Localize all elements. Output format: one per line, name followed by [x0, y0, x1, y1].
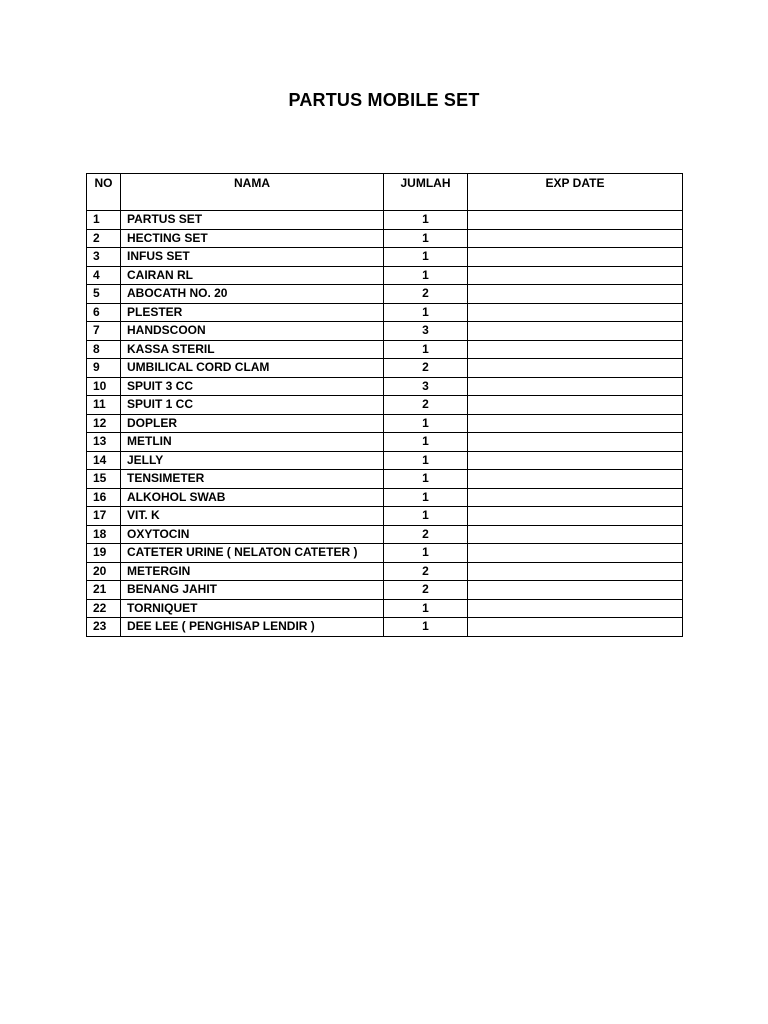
- cell-no: 10: [87, 377, 121, 396]
- cell-nama: ALKOHOL SWAB: [121, 488, 384, 507]
- cell-jumlah: 2: [384, 581, 468, 600]
- cell-jumlah: 2: [384, 562, 468, 581]
- cell-exp-date: [468, 285, 683, 304]
- cell-jumlah: 1: [384, 229, 468, 248]
- cell-jumlah: 1: [384, 544, 468, 563]
- cell-no: 2: [87, 229, 121, 248]
- cell-nama: ABOCATH NO. 20: [121, 285, 384, 304]
- cell-nama: TORNIQUET: [121, 599, 384, 618]
- cell-jumlah: 3: [384, 322, 468, 341]
- cell-jumlah: 1: [384, 507, 468, 526]
- cell-exp-date: [468, 470, 683, 489]
- table-row: [87, 285, 683, 304]
- cell-no: 23: [87, 618, 121, 637]
- cell-exp-date: [468, 507, 683, 526]
- cell-no: 11: [87, 396, 121, 415]
- table-row: [87, 211, 683, 230]
- cell-no: 15: [87, 470, 121, 489]
- cell-nama: TENSIMETER: [121, 470, 384, 489]
- cell-no: 7: [87, 322, 121, 341]
- cell-jumlah: 2: [384, 359, 468, 378]
- cell-nama: VIT. K: [121, 507, 384, 526]
- cell-jumlah: 1: [384, 470, 468, 489]
- table-row: [87, 488, 683, 507]
- cell-nama: BENANG JAHIT: [121, 581, 384, 600]
- cell-jumlah: 1: [384, 488, 468, 507]
- cell-no: 6: [87, 303, 121, 322]
- header-exp-date: EXP DATE: [468, 174, 683, 211]
- cell-exp-date: [468, 433, 683, 452]
- cell-no: 12: [87, 414, 121, 433]
- cell-no: 17: [87, 507, 121, 526]
- cell-exp-date: [468, 414, 683, 433]
- cell-exp-date: [468, 488, 683, 507]
- table-row: [87, 340, 683, 359]
- table-row: [87, 507, 683, 526]
- cell-jumlah: 1: [384, 618, 468, 637]
- cell-exp-date: [468, 599, 683, 618]
- cell-nama: SPUIT 1 CC: [121, 396, 384, 415]
- cell-exp-date: [468, 266, 683, 285]
- cell-nama: KASSA STERIL: [121, 340, 384, 359]
- cell-nama: SPUIT 3 CC: [121, 377, 384, 396]
- cell-no: 13: [87, 433, 121, 452]
- cell-exp-date: [468, 562, 683, 581]
- table-row: [87, 359, 683, 378]
- cell-nama: JELLY: [121, 451, 384, 470]
- cell-nama: PLESTER: [121, 303, 384, 322]
- page-title: PARTUS MOBILE SET: [288, 90, 480, 110]
- table-row: [87, 525, 683, 544]
- cell-exp-date: [468, 618, 683, 637]
- header-nama: NAMA: [121, 174, 384, 211]
- cell-nama: UMBILICAL CORD CLAM: [121, 359, 384, 378]
- cell-jumlah: 1: [384, 340, 468, 359]
- cell-exp-date: [468, 303, 683, 322]
- cell-nama: DEE LEE ( PENGHISAP LENDIR ): [121, 618, 384, 637]
- cell-nama: METERGIN: [121, 562, 384, 581]
- cell-jumlah: 2: [384, 396, 468, 415]
- cell-exp-date: [468, 377, 683, 396]
- table-header-row: [87, 174, 683, 211]
- cell-no: 14: [87, 451, 121, 470]
- cell-no: 16: [87, 488, 121, 507]
- cell-no: 22: [87, 599, 121, 618]
- table-body: [87, 211, 683, 637]
- header-jumlah: JUMLAH: [384, 174, 468, 211]
- table-row: [87, 396, 683, 415]
- cell-jumlah: 1: [384, 303, 468, 322]
- cell-no: 20: [87, 562, 121, 581]
- table-row: [87, 322, 683, 341]
- cell-exp-date: [468, 544, 683, 563]
- cell-jumlah: 1: [384, 266, 468, 285]
- cell-nama: METLIN: [121, 433, 384, 452]
- table-row: [87, 248, 683, 267]
- cell-exp-date: [468, 340, 683, 359]
- cell-exp-date: [468, 451, 683, 470]
- table-row: [87, 433, 683, 452]
- table-row: [87, 544, 683, 563]
- header-no: NO: [87, 174, 121, 211]
- cell-jumlah: 1: [384, 451, 468, 470]
- cell-jumlah: 1: [384, 211, 468, 230]
- cell-nama: DOPLER: [121, 414, 384, 433]
- cell-no: 9: [87, 359, 121, 378]
- cell-jumlah: 1: [384, 599, 468, 618]
- cell-nama: HANDSCOON: [121, 322, 384, 341]
- table-row: [87, 562, 683, 581]
- cell-nama: CAIRAN RL: [121, 266, 384, 285]
- table-row: [87, 414, 683, 433]
- cell-jumlah: 1: [384, 433, 468, 452]
- cell-jumlah: 2: [384, 525, 468, 544]
- cell-no: 8: [87, 340, 121, 359]
- table-row: [87, 470, 683, 489]
- cell-no: 4: [87, 266, 121, 285]
- cell-nama: PARTUS SET: [121, 211, 384, 230]
- cell-exp-date: [468, 322, 683, 341]
- cell-exp-date: [468, 396, 683, 415]
- cell-nama: INFUS SET: [121, 248, 384, 267]
- cell-jumlah: 3: [384, 377, 468, 396]
- cell-exp-date: [468, 211, 683, 230]
- cell-jumlah: 1: [384, 248, 468, 267]
- cell-no: 1: [87, 211, 121, 230]
- table-row: [87, 266, 683, 285]
- cell-jumlah: 1: [384, 414, 468, 433]
- cell-no: 18: [87, 525, 121, 544]
- cell-exp-date: [468, 525, 683, 544]
- table-row: [87, 618, 683, 637]
- cell-nama: CATETER URINE ( NELATON CATETER ): [121, 544, 384, 563]
- table-row: [87, 303, 683, 322]
- cell-no: 19: [87, 544, 121, 563]
- table-row: [87, 377, 683, 396]
- cell-no: 21: [87, 581, 121, 600]
- cell-no: 3: [87, 248, 121, 267]
- table-row: [87, 229, 683, 248]
- table-row: [87, 599, 683, 618]
- cell-exp-date: [468, 248, 683, 267]
- table-row: [87, 581, 683, 600]
- cell-no: 5: [87, 285, 121, 304]
- cell-exp-date: [468, 359, 683, 378]
- cell-exp-date: [468, 229, 683, 248]
- cell-nama: OXYTOCIN: [121, 525, 384, 544]
- cell-nama: HECTING SET: [121, 229, 384, 248]
- table-row: [87, 451, 683, 470]
- inventory-table: [86, 173, 683, 637]
- cell-exp-date: [468, 581, 683, 600]
- cell-jumlah: 2: [384, 285, 468, 304]
